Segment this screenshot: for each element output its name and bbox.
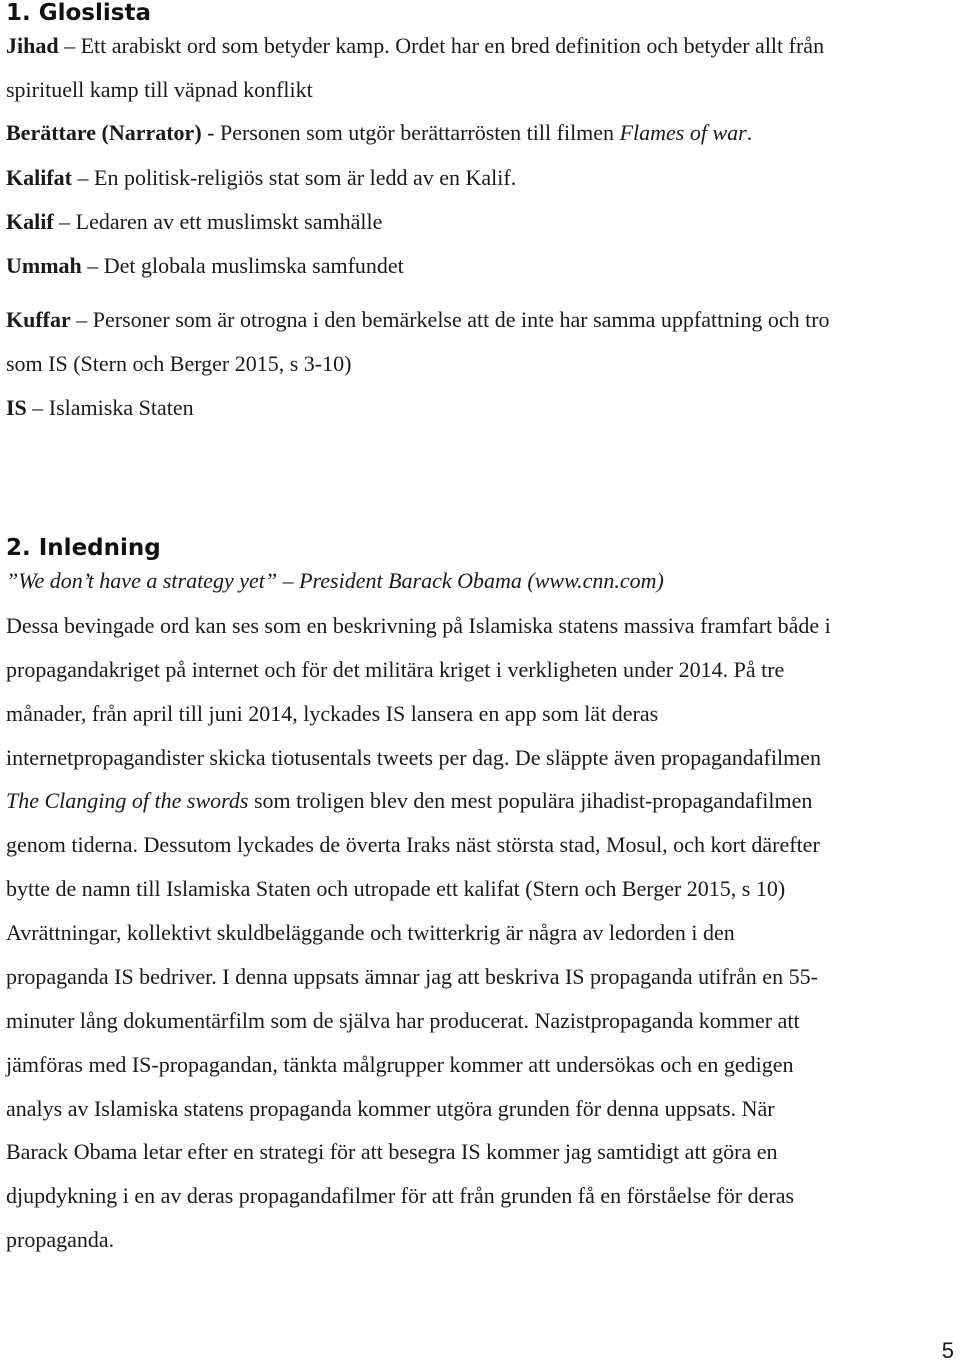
obama-quote: ”We don’t have a strategy yet” – President Barack Obama (www.cnn.com) xyxy=(6,568,664,593)
gloss-definition: En politisk-religiös stat som är ledd av en Kalif. xyxy=(94,165,517,190)
body-line: minuter lång dokumentärfilm som de själva har producerat. Nazistpropaganda kommer att xyxy=(6,1008,800,1033)
body-line: Avrättningar, kollektivt skuldbeläggande och twitterkrig är några av ledorden i den xyxy=(6,920,735,945)
body-line: Dessa bevingade ord kan ses som en beskrivning på Islamiska statens massiva framfart både i xyxy=(6,613,831,638)
gloss-term: Kalifat xyxy=(6,165,72,190)
gloss-entry-is: IS – Islamiska Staten xyxy=(6,395,194,420)
gloss-definition: Personer som är otrogna i den bemärkelse att de inte har samma uppfattning och tro xyxy=(92,307,830,332)
section-heading-gloslista: 1. Gloslista xyxy=(6,0,151,26)
gloss-entry-jihad: Jihad – Ett arabiskt ord som betyder kamp. Ordet har en bred definition och betyder allt från xyxy=(6,33,825,58)
body-line: propagandakriget på internet och för det militära kriget i verkligheten under 2014. På tre xyxy=(6,657,785,682)
body-line: bytte de namn till Islamiska Staten och utropade ett kalifat (Stern och Berger 2015, s 10) xyxy=(6,876,786,901)
gloss-term: Berättare (Narrator) xyxy=(6,120,202,145)
body-line: propaganda. xyxy=(6,1227,115,1252)
gloss-definition: Ledaren av ett muslimskt samhälle xyxy=(75,209,383,234)
gloss-entry-kuffar: Kuffar – Personer som är otrogna i den bemärkelse att de inte har samma uppfattning och tro xyxy=(6,307,830,332)
gloss-entry-kalifat: Kalifat – En politisk-religiös stat som är ledd av en Kalif. xyxy=(6,165,517,190)
body-line: månader, från april till juni 2014, lyckades IS lansera en app som lät deras xyxy=(6,701,659,726)
gloss-term: Jihad xyxy=(6,33,59,58)
film-title: Flames of war xyxy=(619,120,747,145)
body-line: djupdykning i en av deras propagandafilmer för att från grunden få en förståelse för deras xyxy=(6,1183,795,1208)
body-line: propaganda IS bedriver. I denna uppsats ämnar jag att beskriva IS propaganda utifrån en 55- xyxy=(6,964,818,989)
gloss-term: Ummah xyxy=(6,253,82,278)
film-title: The Clanging of the swords xyxy=(6,788,249,813)
gloss-definition: som IS (Stern och Berger 2015, s 3-10) xyxy=(6,351,352,376)
gloss-entry-ummah: Ummah – Det globala muslimska samfundet xyxy=(6,253,404,278)
gloss-definition: Islamiska Staten xyxy=(48,395,194,420)
body-line: genom tiderna. Dessutom lyckades de överta Iraks näst största stad, Mosul, och kort därefter xyxy=(6,832,820,857)
section-heading-inledning: 2. Inledning xyxy=(6,535,161,561)
gloss-definition: Ett arabiskt ord som betyder kamp. Ordet har en bred definition och betyder allt från xyxy=(80,33,825,58)
body-line: The Clanging of the swords som troligen blev den mest populära jihadist-propagandafilmen xyxy=(6,788,813,813)
gloss-entry-kalif: Kalif – Ledaren av ett muslimskt samhälle xyxy=(6,209,383,234)
gloss-entry-berattare: Berättare (Narrator) - Personen som utgör berättarrösten till filmen Flames of war. xyxy=(6,120,753,145)
gloss-definition: Personen som utgör berättarrösten till filmen xyxy=(219,120,620,145)
gloss-definition: Det globala muslimska samfundet xyxy=(103,253,404,278)
gloss-term: Kuffar xyxy=(6,307,71,332)
body-line: analys av Islamiska statens propaganda kommer utgöra grunden för denna uppsats. När xyxy=(6,1096,775,1121)
page-number: 5 xyxy=(941,1338,954,1363)
gloss-entry-jihad-cont xyxy=(6,77,313,103)
body-line: jämföras med IS-propagandan, tänkta målgrupper kommer att undersökas och en gedigen xyxy=(6,1052,794,1077)
body-line: Barack Obama letar efter en strategi för att besegra IS kommer jag samtidigt att göra en xyxy=(6,1139,778,1164)
body-line: internetpropagandister skicka tiotusentals tweets per dag. De släppte även propagandafilmen xyxy=(6,745,821,770)
gloss-term: Kalif xyxy=(6,209,54,234)
gloss-definition: spirituell kamp till väpnad konflikt xyxy=(6,77,313,102)
gloss-entry-kuffar-cont xyxy=(6,351,351,377)
gloss-term: IS xyxy=(6,395,27,420)
